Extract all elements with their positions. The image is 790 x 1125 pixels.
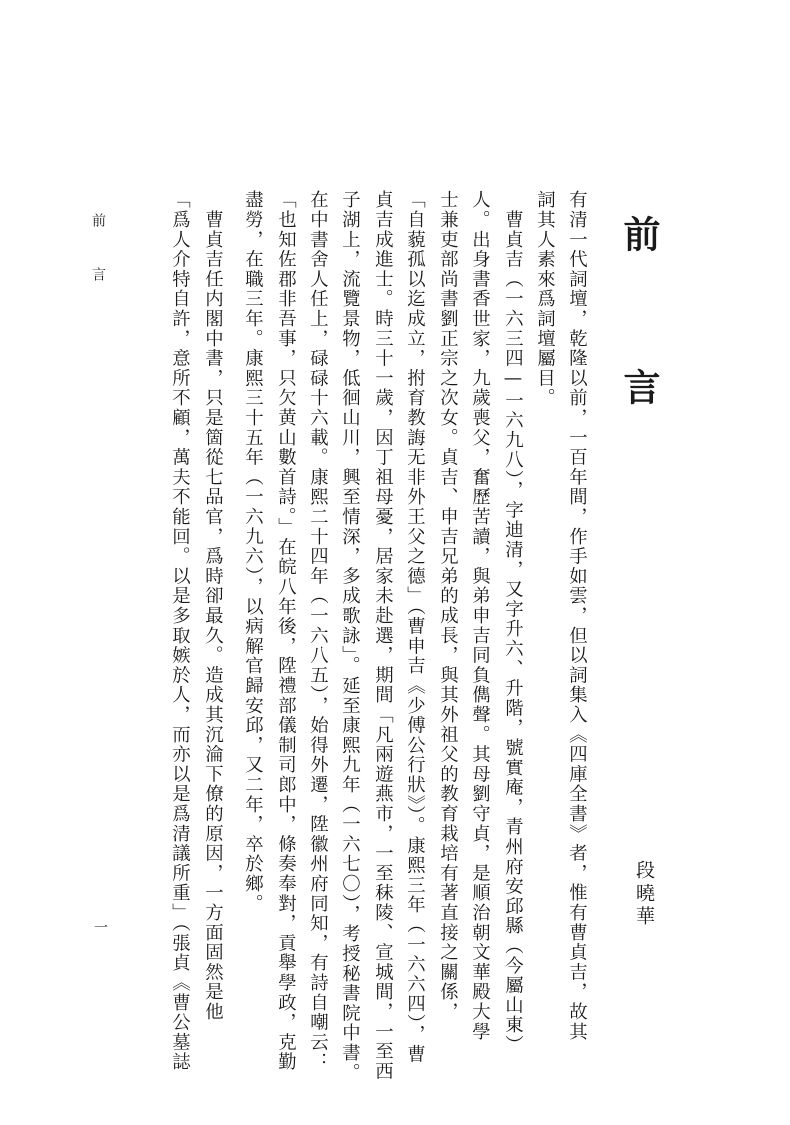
text-column: 子湖上，流覽景物，低徊山川，興至情深，多成歌詠」。延至康熙九年（一六七〇），考授秘書院中書。 xyxy=(339,190,361,1083)
text-column: 在中書舍人任上，碌碌十六載。康熙二十四年（一六八五），始得外遷，陞徽州府同知，有詩自嘲云： xyxy=(307,190,329,1072)
text-column: 詞其人素來爲詞壇屬目。 xyxy=(534,190,556,408)
text-column: 「爲人介特自許，意所不顧，萬夫不能回。以是多取嫉於人，而亦以是爲清議所重」（張貞《曹公墓誌 xyxy=(169,190,191,1072)
page-title: 前 言 xyxy=(617,215,661,441)
text-column: 盡勞，在職三年。康熙三十五年（一六九六），以病解官歸安邱，又二年，卒於鄉。 xyxy=(242,190,264,914)
text-column: 人。出身書香世家，九歲喪父，奮歷苦讀，與弟申吉同負儁聲。其母劉守貞，是順治朝文華殿大學 xyxy=(469,190,491,1042)
text-column: 「自藐孤以迄成立，拊育教誨无非外王父之德」（曹申吉《少傅公行狀》）。康熙三年（一六六四），曹 xyxy=(404,190,426,1064)
text-column: 貞吉成進士。時三十一歲，因丁祖母憂，居家未赴選，期間「凡兩遊燕市，一至秣陵、宣城間，一至西 xyxy=(372,190,394,1081)
text-column: 士兼吏部尚書劉正宗之次女。貞吉、申吉兄弟的成長，與其外祖父的教育栽培有著直接之關係， xyxy=(437,190,459,1022)
page-number: 一 xyxy=(92,920,108,934)
author-name: 段曉華 xyxy=(633,860,655,929)
text-column: 「也知佐郡非吾事，只欠黄山數首詩。」在皖八年後，陞禮部儀制司郎中，條奏奉對，貢舉學政，克勤 xyxy=(275,190,297,1072)
text-column: 曹貞吉任内閣中書，只是箇從七品官，爲時卻最久。造成其沉淪下僚的原因，一方面固然是他 xyxy=(202,190,224,1022)
running-header: 前 言 xyxy=(90,213,106,293)
text-column: 曹貞吉（一六三四—一六九八），字迪清，又字升六、升階，號實庵，青州府安邱縣（今屬山東） xyxy=(502,190,524,1055)
text-column: 有清一代詞壇，乾隆以前，一百年間，作手如雲，但以詞集入《四庫全書》者，惟有曹貞吉，故其 xyxy=(566,190,588,1042)
